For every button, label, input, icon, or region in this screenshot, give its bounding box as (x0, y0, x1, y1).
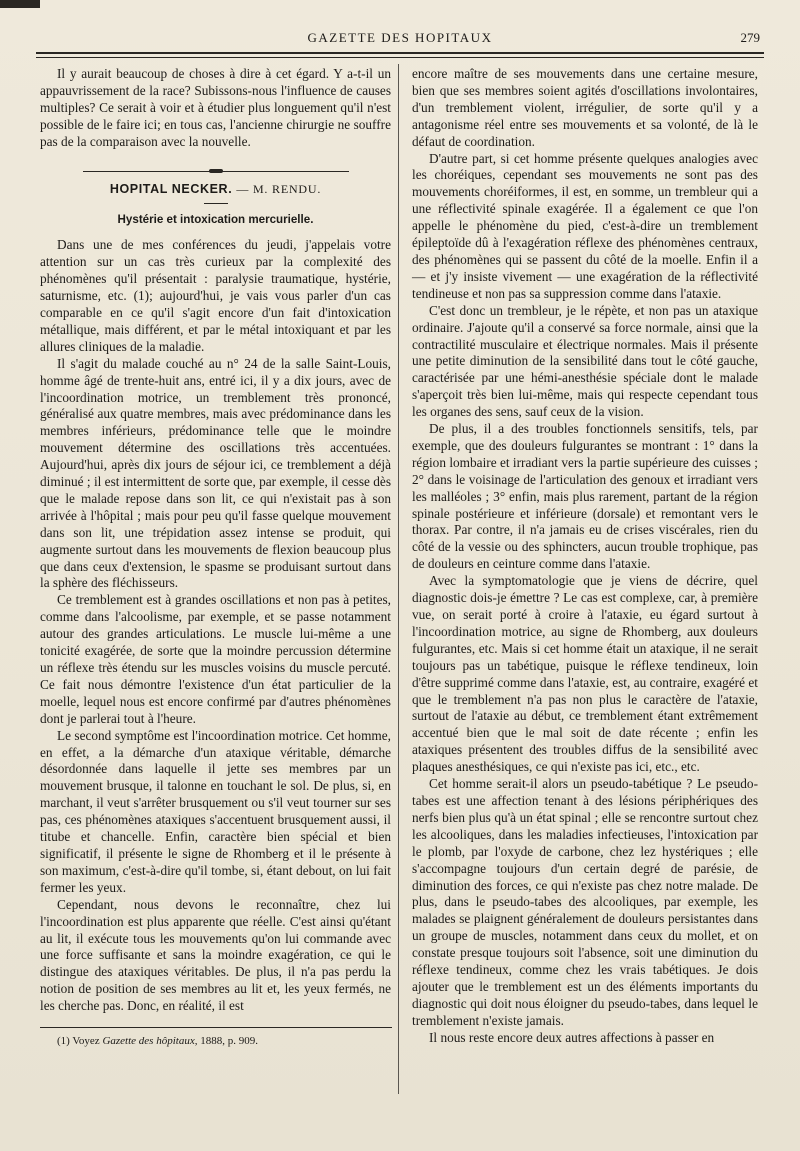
journal-title: GAZETTE DES HOPITAUX (307, 30, 493, 45)
body-paragraph: encore maître de ses mouvements dans une certaine mesure, bien que ses membres soient agités d'oscillations involontaires, d'un tremblement violent, irrégulier, de sorte qu'il y a antagonisme réel entre ses mouvements et sa volonté, de là le défaut de coordination. (412, 66, 758, 149)
section-separator (40, 163, 391, 171)
section-heading (40, 181, 391, 198)
section-title: HOPITAL NECKER. (109, 181, 233, 196)
header-rule-thin (36, 57, 764, 58)
section-author: — M. RENDU. (236, 181, 322, 196)
short-rule (204, 203, 228, 204)
body-paragraph: C'est donc un trembleur, je le répète, et non pas un ataxique ordinaire. J'ajoute qu'il a conservé sa force normale, ainsi que la contractilité musculaire et électrique normales. Mais il présente une petite diminution de la sensibilité dans tout le côté gauche, caractérisée par une hémi-anesthésie spéciale dont le malade s'aperçoit très bien lui-même, mais qui respecte cependant tous les organes des sens, sauf ceux de la vision. (412, 302, 758, 420)
body-paragraph: Le second symptôme est l'incoordination motrice. Cet homme, en effet, a la démarche d'un ataxique véritable, démarche désordonnée dans laquelle il jette ses membres par un mouvement brusque, il talonne en touchant le sol. De plus, si, en marchant, il veut s'arrêter brusquement ou s'il veut tourner sur ses pas, ces phénomènes ataxiques s'accentuent brusquement aussi, il titube et chancelle. Enfin, caractère bien spécial et bien significatif, il présente le signe de Rhomberg et il le présente à son maximum, c'est-à-dire qu'il tombe, si, étant debout, on lui fait fermer les yeux. (40, 727, 391, 895)
body-paragraph: Il nous reste encore deux autres affections à passer en (429, 1029, 715, 1045)
column-divider (398, 64, 399, 1094)
running-head (40, 30, 760, 50)
footnote-text: Voyez (72, 1035, 100, 1048)
corner-mark (0, 0, 40, 8)
footnote (40, 1034, 391, 1048)
body-paragraph: Cependant, nous devons le reconnaître, chez lui l'incoordination est plus apparente que réelle. C'est ainsi qu'étant au lit, il exécute tous les mouvements qu'on lui commande avec une force suffisante et sans la moindre exagération, ce qui le distingue des ataxiques véritables. De plus, il n'a pas perdu la notion de position de ses membres au lit et, les yeux fermés, ne les cherche pas. Donc, en réalité, il est (40, 896, 391, 1014)
intro-paragraph: Il y aurait beaucoup de choses à dire à cet égard. Y a-t-il un appauvrissement de la race? Subissons-nous l'influence de causes multiples? Ce serait à voir et à étudier plus longuement qu'il n'est possible de le faire ici; en tous cas, l'ancienne chirurgie ne souffre pas de la comparaison avec la nouvelle. (40, 66, 391, 149)
footnote-ref: 1888, p. 909. (200, 1035, 258, 1048)
body-paragraph: Il s'agit du malade couché au n° 24 de la salle Saint-Louis, homme âgé de trente-huit ans, entré ici, il y a dix jours, avec de l'incoordination motrice, un tremblement très prononcé, généralisé aux quatre membres, mais avec prédominance dans les membres inférieurs, prédominance telle que le moindre mouvement détermine des oscillations très accentuées. Aujourd'hui, après dix jours de séjour ici, ce tremblement a déjà diminué ; il est intermittent de sorte que, par exemple, il cesse dès que le malade repose dans son lit, ce qui n'existait pas à son arrivée à l'hôpital ; mais pour peu qu'il fasse quelque mouvement dans son lit, une trépidation assez intense se produit, qui augmente surtout dans les mouvements de flexion beaucoup plus que dans ceux d'extension, le spasme se produisant surtout dans la sphère des fléchisseurs. (40, 355, 391, 591)
footnote-marker: (1) (57, 1035, 70, 1048)
body-paragraph: Ce tremblement est à grandes oscillations et non pas à petites, comme dans l'alcoolisme, par exemple, et se passe notamment autour des grandes articulations. Le muscle lui-même a une tonicité exagérée, de sorte que la moindre percussion détermine un réflexe très étendu sur les muscles voisins du muscle percuté. Ce fait nous démontre l'existence d'un état particulier de la moelle, lequel nous est encore confirmé par d'autres phénomènes dont je parlerai tout à l'heure. (40, 592, 391, 726)
article-subtitle: Hystérie et intoxication mercurielle. (117, 213, 314, 227)
page-number: 279 (740, 30, 760, 45)
footnote-rule (40, 1027, 392, 1028)
right-column (412, 66, 758, 1047)
body-paragraph: D'autre part, si cet homme présente quelques analogies avec les choréiques, cependant ses mouvements ne sont pas des mouvements choréiformes, il est, en somme, un trembleur qui a une réflectivité spinale exagérée. Il a également ce que l'on appelle le phénomène du pied, c'est-à-dire un tremblement épileptoïde dû à l'exagération réflexe des phénomènes centraux, des phénomènes qui se passent du côté de la moelle. Enfin il a — et j'y insiste vivement — une exagération de la réflectivité tendineuse et non pas sa suppression comme dans l'ataxie. (412, 150, 758, 301)
body-paragraph: Dans une de mes conférences du jeudi, j'appelais votre attention sur un cas très curieux par la complexité des phénomènes qu'il présentait : paralysie traumatique, hystérie, saturnisme, etc. (1); aujourd'hui, je vais vous parler d'un cas comparable en ce qu'il s'agit encore d'un fait d'intoxication métallique, mais différent, et par le métal intoxiquant et par les allures cliniques de la maladie. (40, 237, 391, 354)
body-paragraph: De plus, il a des troubles fonctionnels sensitifs, tels, par exemple, que des douleurs fulgurantes se montrant : 1° dans la région lombaire et irradiant vers la partie supérieure des cuisses ; 2° dans le voisinage de l'articulation des genoux et irradiant vers les malléoles ; 3° enfin, mais plus rarement, partant de la région spinale postérieure et inférieure (dorsale) et remontant vers le thorax. Par contre, il n'a jamais eu de crises viscérales, rien du côté de la vessie ou des sphincters, aucun trouble trophique, pas de douleurs en ceinture comme dans l'ataxie. (412, 421, 758, 572)
footnote-source: Gazette des hôpitaux, (102, 1035, 198, 1048)
left-column (40, 66, 391, 1048)
body-paragraph: Avec la symptomatologie que je viens de décrire, quel diagnostic dois-je émettre ? Le cas est complexe, car, à première vue, on serait porté à croire à l'ataxie, eu égard surtout à l'incoordination motrice, au signe de Rhomberg, aux douleurs fulgurantes, etc. Mais si cet homme était un ataxique, il ne serait toujours pas un tabétique, puisque le réflexe tendineux, loin d'être supprimé comme dans l'ataxie, est, au contraire, exagéré et que le tremblement n'a pas non plus le caractère de l'ataxie, surtout de l'ataxie au début, ce tremblement étant extrêmement accentué bien que le mal soit de date récente ; enfin les ataxiques présentent des troubles diffus de la sensibilité avec plaques anesthésiques, ce qui n'existe pas ici, etc., etc. (412, 573, 758, 775)
header-rule (36, 52, 764, 54)
body-paragraph: Cet homme serait-il alors un pseudo-tabétique ? Le pseudo-tabes est une affection tenant à des lésions périphériques des nerfs bien plus qu'à un état spinal ; elle se rencontre surtout chez les alcooliques, dans les maladies infectieuses, l'intoxication par le plomb, par l'oxyde de carbone, chez lez hystériques ; elle s'accompagne toujours d'un certain degré de parésie, de diminution des forces, ce qui n'existe pas chez notre malade. De plus, dans le pseudo-tabes des alcooliques, par exemple, les malades se plaignent généralement de douleurs persistantes dans un groupe de muscles, notamment dans ceux du mollet, et on constate presque toujours soit l'absence, soit une diminution du réflexe tendineux, comme chez les vrais tabétiques. Je dois ajouter que le tremblement est un des éléments importants du diagnostic qui doit nous éloigner du pseudo-tabes, dans lequel le tremblement n'existe jamais. (412, 776, 758, 1028)
